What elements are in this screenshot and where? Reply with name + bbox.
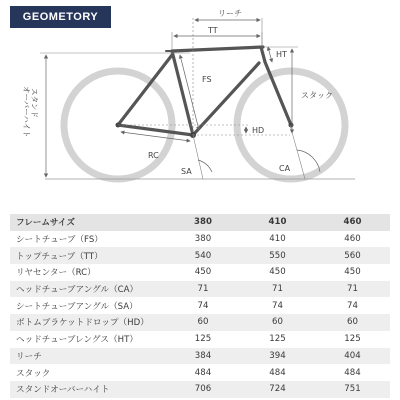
row-value: 394 (240, 348, 315, 365)
row-label: スタンドオーバーハイト (10, 381, 166, 398)
row-label: ヘッドチューブレングス（HT） (10, 331, 166, 348)
row-label: スタック (10, 364, 166, 381)
label-hd: HD (252, 126, 265, 135)
table-row (10, 247, 390, 264)
row-value: 460 (315, 231, 390, 248)
row-value: 550 (240, 247, 315, 264)
front-hub (289, 123, 294, 128)
row-value: 125 (166, 331, 240, 348)
row-value: 71 (315, 281, 390, 298)
row-value: 484 (166, 364, 240, 381)
header-label: フレームサイズ (10, 214, 166, 231)
row-value: 484 (240, 364, 315, 381)
row-value: 706 (166, 381, 240, 398)
row-label: シートチューブ（FS） (10, 231, 166, 248)
table-row (10, 264, 390, 281)
row-value: 71 (166, 281, 240, 298)
table-row (10, 281, 390, 298)
row-label: リヤセンター（RC） (10, 264, 166, 281)
table-row (10, 314, 390, 331)
label-rc: RC (148, 151, 159, 160)
row-value: 724 (240, 381, 315, 398)
row-value: 450 (315, 264, 390, 281)
table-row (10, 297, 390, 314)
label-stack: スタック (301, 91, 333, 100)
row-value: 484 (315, 364, 390, 381)
label-fs: FS (202, 75, 212, 84)
label-tt: TT (208, 26, 218, 35)
row-value: 560 (315, 247, 390, 264)
row-value: 125 (315, 331, 390, 348)
label-stand-over-line2: オーバーハイト (22, 86, 31, 138)
row-value: 384 (166, 348, 240, 365)
row-label: トップチューブ（TT） (10, 247, 166, 264)
header-size: 410 (240, 214, 315, 231)
table-row (10, 381, 390, 398)
row-value: 74 (315, 297, 390, 314)
row-label: シートチューブアングル（SA） (10, 297, 166, 314)
row-value: 380 (166, 231, 240, 248)
table-row (10, 348, 390, 365)
table-row (10, 364, 390, 381)
ht-arrow (268, 47, 272, 62)
label-ca: CA (279, 164, 291, 173)
row-value: 450 (240, 264, 315, 281)
row-value: 450 (166, 264, 240, 281)
row-value: 60 (240, 314, 315, 331)
geometry-title-badge: GEOMETORY (10, 6, 111, 28)
row-value: 125 (240, 331, 315, 348)
label-ht: HT (276, 50, 287, 59)
header-size: 380 (166, 214, 240, 231)
row-value: 410 (240, 231, 315, 248)
row-value: 60 (166, 314, 240, 331)
label-reach: リーチ (218, 9, 242, 18)
row-value: 404 (315, 348, 390, 365)
row-label: ボトムブラケットドロップ（HD） (10, 314, 166, 331)
label-stand-over-line1: スタンド (30, 88, 39, 118)
row-value: 540 (166, 247, 240, 264)
label-sa: SA (181, 167, 192, 176)
row-value: 71 (240, 281, 315, 298)
bike-frame (118, 47, 291, 135)
geometry-table (10, 214, 390, 398)
row-value: 74 (240, 297, 315, 314)
row-label: ヘッドチューブアングル（CA） (10, 281, 166, 298)
row-value: 60 (315, 314, 390, 331)
table-row (10, 331, 390, 348)
row-value: 74 (166, 297, 240, 314)
header-size: 460 (315, 214, 390, 231)
table-header-row (10, 214, 390, 231)
table-row (10, 231, 390, 248)
row-value: 751 (315, 381, 390, 398)
row-label: リーチ (10, 348, 166, 365)
